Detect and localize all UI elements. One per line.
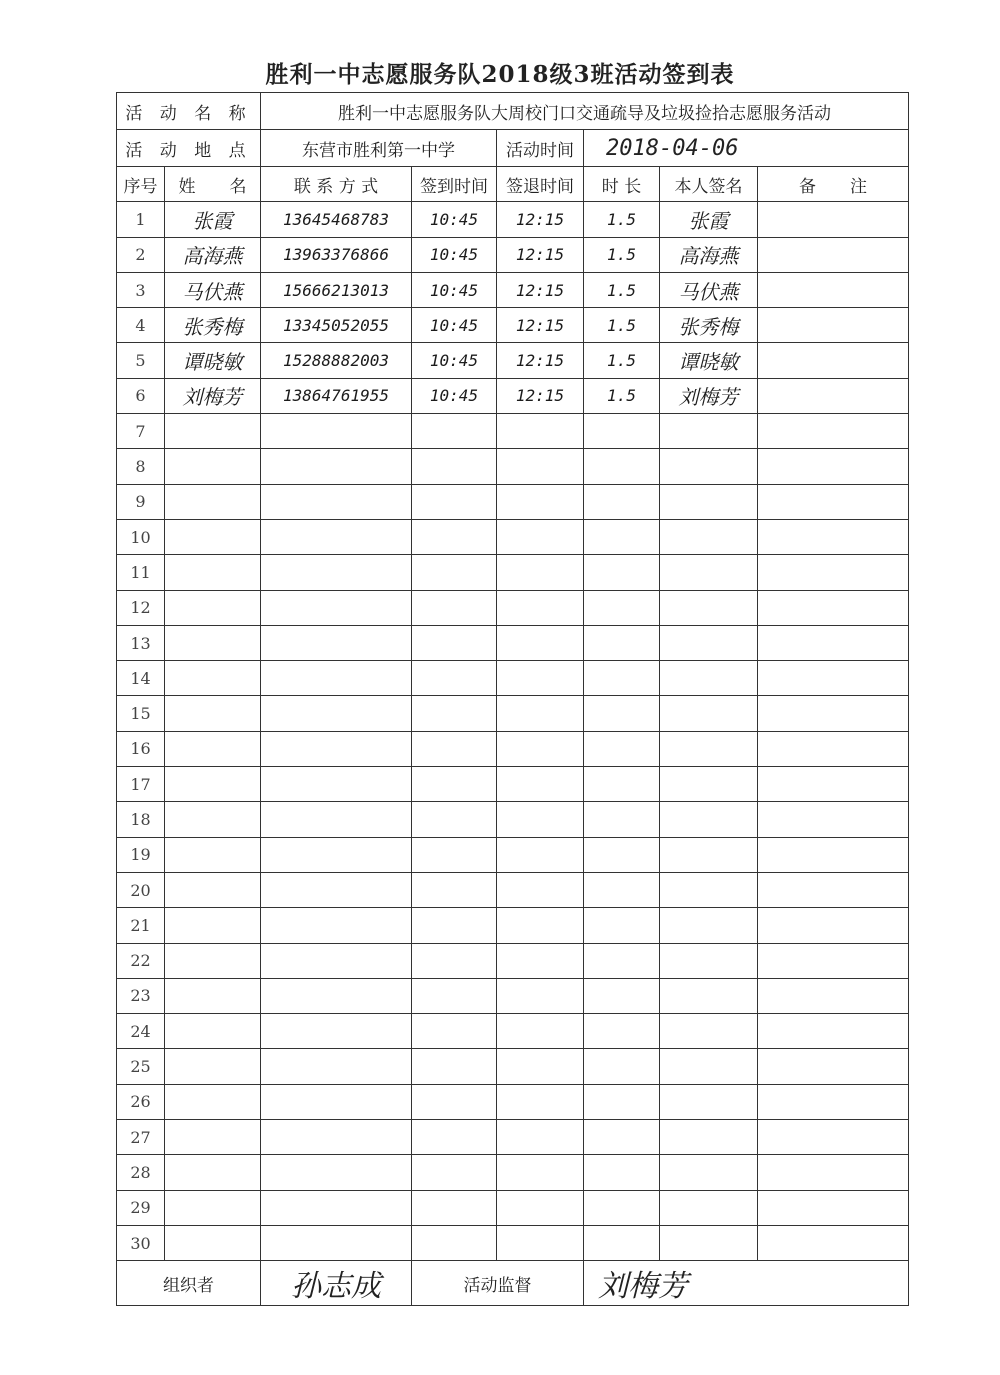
duration-cell bbox=[584, 414, 660, 449]
checkout-cell bbox=[497, 908, 584, 943]
duration-cell bbox=[584, 978, 660, 1013]
table-row bbox=[117, 484, 909, 519]
name-cell bbox=[165, 484, 261, 519]
duration-cell bbox=[584, 1120, 660, 1155]
seq-cell: 29 bbox=[117, 1190, 165, 1225]
activity-time-label: 活动时间 bbox=[497, 130, 584, 167]
col-name-header: 姓 名 bbox=[165, 167, 261, 202]
signature-cell: 刘梅芳 bbox=[660, 378, 758, 413]
signature-cell: 高海燕 bbox=[660, 237, 758, 272]
remarks-cell bbox=[758, 978, 909, 1013]
duration-cell bbox=[584, 590, 660, 625]
checkin-cell bbox=[412, 590, 497, 625]
remarks-cell bbox=[758, 802, 909, 837]
duration-cell: 1.5 bbox=[584, 272, 660, 307]
checkin-cell bbox=[412, 519, 497, 554]
remarks-cell bbox=[758, 625, 909, 660]
checkin-cell: 10:45 bbox=[412, 272, 497, 307]
checkout-cell bbox=[497, 519, 584, 554]
table-row bbox=[117, 555, 909, 590]
seq-cell: 7 bbox=[117, 414, 165, 449]
remarks-cell bbox=[758, 1155, 909, 1190]
remarks-cell bbox=[758, 343, 909, 378]
signature-cell: 谭晓敏 bbox=[660, 343, 758, 378]
seq-cell: 15 bbox=[117, 696, 165, 731]
duration-cell: 1.5 bbox=[584, 378, 660, 413]
signature-cell bbox=[660, 872, 758, 907]
seq-cell: 24 bbox=[117, 1014, 165, 1049]
phone-cell bbox=[261, 908, 412, 943]
phone-cell bbox=[261, 1190, 412, 1225]
name-cell bbox=[165, 1014, 261, 1049]
phone-cell bbox=[261, 414, 412, 449]
column-header-row bbox=[117, 167, 909, 202]
activity-location-row bbox=[117, 130, 909, 167]
seq-cell: 23 bbox=[117, 978, 165, 1013]
remarks-cell bbox=[758, 872, 909, 907]
checkout-cell bbox=[497, 731, 584, 766]
checkin-cell bbox=[412, 625, 497, 660]
name-cell bbox=[165, 519, 261, 554]
duration-cell bbox=[584, 661, 660, 696]
remarks-cell bbox=[758, 696, 909, 731]
duration-cell: 1.5 bbox=[584, 343, 660, 378]
phone-cell bbox=[261, 943, 412, 978]
checkin-cell bbox=[412, 978, 497, 1013]
remarks-cell bbox=[758, 237, 909, 272]
table-row bbox=[117, 978, 909, 1013]
table-row bbox=[117, 1225, 909, 1260]
duration-cell bbox=[584, 767, 660, 802]
name-cell bbox=[165, 1049, 261, 1084]
activity-location-value: 东营市胜利第一中学 bbox=[261, 130, 497, 167]
phone-cell bbox=[261, 1120, 412, 1155]
table-row bbox=[117, 449, 909, 484]
phone-cell bbox=[261, 449, 412, 484]
duration-cell: 1.5 bbox=[584, 202, 660, 237]
name-cell: 马伏燕 bbox=[165, 272, 261, 307]
phone-cell: 13345052055 bbox=[261, 308, 412, 343]
remarks-cell bbox=[758, 519, 909, 554]
remarks-cell bbox=[758, 1120, 909, 1155]
signature-cell bbox=[660, 1084, 758, 1119]
checkin-cell bbox=[412, 449, 497, 484]
table-row bbox=[117, 696, 909, 731]
seq-cell: 26 bbox=[117, 1084, 165, 1119]
checkin-cell bbox=[412, 872, 497, 907]
seq-cell: 28 bbox=[117, 1155, 165, 1190]
name-cell bbox=[165, 449, 261, 484]
col-seq-header: 序号 bbox=[117, 167, 165, 202]
signature-cell: 张秀梅 bbox=[660, 308, 758, 343]
checkin-cell: 10:45 bbox=[412, 202, 497, 237]
checkin-cell bbox=[412, 555, 497, 590]
phone-cell bbox=[261, 978, 412, 1013]
checkout-cell bbox=[497, 625, 584, 660]
duration-cell bbox=[584, 1190, 660, 1225]
supervisor-label: 活动监督 bbox=[412, 1261, 584, 1306]
table-row bbox=[117, 202, 909, 237]
duration-cell bbox=[584, 519, 660, 554]
checkin-cell: 10:45 bbox=[412, 378, 497, 413]
seq-cell: 11 bbox=[117, 555, 165, 590]
phone-cell: 13645468783 bbox=[261, 202, 412, 237]
seq-cell: 16 bbox=[117, 731, 165, 766]
phone-cell: 15288882003 bbox=[261, 343, 412, 378]
seq-cell: 9 bbox=[117, 484, 165, 519]
phone-cell bbox=[261, 555, 412, 590]
name-cell: 张霞 bbox=[165, 202, 261, 237]
remarks-cell bbox=[758, 1225, 909, 1260]
signature-cell bbox=[660, 1190, 758, 1225]
signature-cell: 张霞 bbox=[660, 202, 758, 237]
name-cell bbox=[165, 837, 261, 872]
phone-cell bbox=[261, 696, 412, 731]
remarks-cell bbox=[758, 308, 909, 343]
activity-name-label: 活 动 名 称 bbox=[117, 93, 261, 130]
duration-cell bbox=[584, 625, 660, 660]
remarks-cell bbox=[758, 272, 909, 307]
name-cell bbox=[165, 1225, 261, 1260]
name-cell bbox=[165, 731, 261, 766]
signature-cell bbox=[660, 731, 758, 766]
name-cell bbox=[165, 414, 261, 449]
organizer-signature: 孙志成 bbox=[261, 1261, 412, 1306]
checkin-cell: 10:45 bbox=[412, 343, 497, 378]
phone-cell bbox=[261, 1155, 412, 1190]
duration-cell bbox=[584, 837, 660, 872]
name-cell bbox=[165, 1120, 261, 1155]
name-cell bbox=[165, 1155, 261, 1190]
table-row bbox=[117, 625, 909, 660]
phone-cell bbox=[261, 837, 412, 872]
checkout-cell bbox=[497, 837, 584, 872]
phone-cell bbox=[261, 767, 412, 802]
checkin-cell bbox=[412, 1155, 497, 1190]
checkout-cell bbox=[497, 802, 584, 837]
signature-cell bbox=[660, 449, 758, 484]
checkin-cell bbox=[412, 731, 497, 766]
checkout-cell bbox=[497, 872, 584, 907]
organizer-label: 组织者 bbox=[117, 1261, 261, 1306]
checkout-cell bbox=[497, 943, 584, 978]
col-signature-header: 本人签名 bbox=[660, 167, 758, 202]
table-row bbox=[117, 590, 909, 625]
seq-cell: 13 bbox=[117, 625, 165, 660]
duration-cell bbox=[584, 1155, 660, 1190]
checkout-cell: 12:15 bbox=[497, 343, 584, 378]
seq-cell: 17 bbox=[117, 767, 165, 802]
duration-cell bbox=[584, 943, 660, 978]
seq-cell: 19 bbox=[117, 837, 165, 872]
seq-cell: 21 bbox=[117, 908, 165, 943]
table-row bbox=[117, 1084, 909, 1119]
seq-cell: 20 bbox=[117, 872, 165, 907]
remarks-cell bbox=[758, 661, 909, 696]
seq-cell: 4 bbox=[117, 308, 165, 343]
phone-cell bbox=[261, 802, 412, 837]
seq-cell: 6 bbox=[117, 378, 165, 413]
remarks-cell bbox=[758, 1014, 909, 1049]
seq-cell: 27 bbox=[117, 1120, 165, 1155]
col-phone-header: 联 系 方 式 bbox=[261, 167, 412, 202]
seq-cell: 18 bbox=[117, 802, 165, 837]
phone-cell: 13864761955 bbox=[261, 378, 412, 413]
remarks-cell bbox=[758, 378, 909, 413]
signature-cell bbox=[660, 908, 758, 943]
col-checkin-header: 签到时间 bbox=[412, 167, 497, 202]
phone-cell bbox=[261, 590, 412, 625]
signature-cell bbox=[660, 1014, 758, 1049]
col-remarks-header: 备 注 bbox=[758, 167, 909, 202]
table-row bbox=[117, 661, 909, 696]
checkin-cell bbox=[412, 414, 497, 449]
duration-cell bbox=[584, 1225, 660, 1260]
table-row bbox=[117, 767, 909, 802]
seq-cell: 30 bbox=[117, 1225, 165, 1260]
signature-cell bbox=[660, 625, 758, 660]
phone-cell bbox=[261, 1084, 412, 1119]
signature-cell bbox=[660, 1120, 758, 1155]
seq-cell: 3 bbox=[117, 272, 165, 307]
phone-cell bbox=[261, 872, 412, 907]
checkin-cell: 10:45 bbox=[412, 308, 497, 343]
checkin-cell bbox=[412, 1049, 497, 1084]
signature-cell bbox=[660, 484, 758, 519]
duration-cell bbox=[584, 802, 660, 837]
activity-name-row bbox=[117, 93, 909, 130]
table-row bbox=[117, 519, 909, 554]
phone-cell bbox=[261, 519, 412, 554]
checkout-cell bbox=[497, 590, 584, 625]
duration-cell bbox=[584, 1014, 660, 1049]
signature-cell bbox=[660, 802, 758, 837]
checkout-cell bbox=[497, 1225, 584, 1260]
table-row bbox=[117, 802, 909, 837]
remarks-cell bbox=[758, 731, 909, 766]
checkout-cell: 12:15 bbox=[497, 237, 584, 272]
checkout-cell bbox=[497, 1084, 584, 1119]
seq-cell: 5 bbox=[117, 343, 165, 378]
remarks-cell bbox=[758, 449, 909, 484]
seq-cell: 22 bbox=[117, 943, 165, 978]
supervisor-signature: 刘梅芳 bbox=[584, 1261, 909, 1306]
signature-cell bbox=[660, 1049, 758, 1084]
table-row bbox=[117, 378, 909, 413]
signature-cell: 马伏燕 bbox=[660, 272, 758, 307]
checkout-cell: 12:15 bbox=[497, 308, 584, 343]
table-row bbox=[117, 1049, 909, 1084]
checkout-cell bbox=[497, 1155, 584, 1190]
activity-name-value: 胜利一中志愿服务队大周校门口交通疏导及垃圾捡拾志愿服务活动 bbox=[261, 93, 909, 130]
name-cell bbox=[165, 908, 261, 943]
checkin-cell bbox=[412, 1225, 497, 1260]
remarks-cell bbox=[758, 590, 909, 625]
name-cell bbox=[165, 625, 261, 660]
name-cell bbox=[165, 590, 261, 625]
duration-cell bbox=[584, 1084, 660, 1119]
checkout-cell bbox=[497, 414, 584, 449]
checkout-cell bbox=[497, 767, 584, 802]
phone-cell: 13963376866 bbox=[261, 237, 412, 272]
remarks-cell bbox=[758, 943, 909, 978]
remarks-cell bbox=[758, 1084, 909, 1119]
signature-cell bbox=[660, 555, 758, 590]
checkout-cell bbox=[497, 978, 584, 1013]
remarks-cell bbox=[758, 484, 909, 519]
remarks-cell bbox=[758, 908, 909, 943]
duration-cell bbox=[584, 449, 660, 484]
signature-cell bbox=[660, 414, 758, 449]
duration-cell bbox=[584, 872, 660, 907]
remarks-cell bbox=[758, 202, 909, 237]
name-cell bbox=[165, 661, 261, 696]
checkout-cell bbox=[497, 1014, 584, 1049]
duration-cell: 1.5 bbox=[584, 308, 660, 343]
sign-in-table bbox=[116, 92, 909, 1306]
name-cell: 高海燕 bbox=[165, 237, 261, 272]
phone-cell bbox=[261, 1014, 412, 1049]
table-row bbox=[117, 1155, 909, 1190]
remarks-cell bbox=[758, 837, 909, 872]
signature-cell bbox=[660, 767, 758, 802]
seq-cell: 12 bbox=[117, 590, 165, 625]
signature-cell bbox=[660, 978, 758, 1013]
name-cell bbox=[165, 696, 261, 731]
signature-cell bbox=[660, 661, 758, 696]
table-row bbox=[117, 1120, 909, 1155]
remarks-cell bbox=[758, 767, 909, 802]
checkin-cell bbox=[412, 1084, 497, 1119]
table-row bbox=[117, 1190, 909, 1225]
checkin-cell bbox=[412, 661, 497, 696]
checkin-cell bbox=[412, 484, 497, 519]
seq-cell: 10 bbox=[117, 519, 165, 554]
col-checkout-header: 签退时间 bbox=[497, 167, 584, 202]
checkout-cell: 12:15 bbox=[497, 202, 584, 237]
table-row bbox=[117, 837, 909, 872]
duration-cell bbox=[584, 1049, 660, 1084]
checkin-cell bbox=[412, 802, 497, 837]
checkin-cell bbox=[412, 1120, 497, 1155]
table-row bbox=[117, 731, 909, 766]
checkout-cell: 12:15 bbox=[497, 272, 584, 307]
signature-cell bbox=[660, 519, 758, 554]
col-duration-header: 时 长 bbox=[584, 167, 660, 202]
checkin-cell: 10:45 bbox=[412, 237, 497, 272]
remarks-cell bbox=[758, 414, 909, 449]
checkout-cell bbox=[497, 1190, 584, 1225]
name-cell bbox=[165, 872, 261, 907]
checkin-cell bbox=[412, 1190, 497, 1225]
activity-location-label: 活 动 地 点 bbox=[117, 130, 261, 167]
name-cell bbox=[165, 802, 261, 837]
checkin-cell bbox=[412, 696, 497, 731]
duration-cell bbox=[584, 555, 660, 590]
activity-time-value: 2018-04-06 bbox=[584, 130, 909, 167]
table-row bbox=[117, 872, 909, 907]
name-cell bbox=[165, 978, 261, 1013]
signature-cell bbox=[660, 696, 758, 731]
table-row bbox=[117, 237, 909, 272]
checkin-cell bbox=[412, 908, 497, 943]
checkin-cell bbox=[412, 943, 497, 978]
table-row bbox=[117, 908, 909, 943]
table-row bbox=[117, 943, 909, 978]
remarks-cell bbox=[758, 1049, 909, 1084]
phone-cell bbox=[261, 731, 412, 766]
checkin-cell bbox=[412, 767, 497, 802]
name-cell bbox=[165, 1190, 261, 1225]
table-row bbox=[117, 272, 909, 307]
duration-cell bbox=[584, 908, 660, 943]
checkout-cell bbox=[497, 661, 584, 696]
checkout-cell: 12:15 bbox=[497, 378, 584, 413]
checkout-cell bbox=[497, 1120, 584, 1155]
seq-cell: 1 bbox=[117, 202, 165, 237]
checkout-cell bbox=[497, 696, 584, 731]
name-cell: 张秀梅 bbox=[165, 308, 261, 343]
signature-cell bbox=[660, 1225, 758, 1260]
table-row bbox=[117, 343, 909, 378]
duration-cell: 1.5 bbox=[584, 237, 660, 272]
seq-cell: 8 bbox=[117, 449, 165, 484]
checkout-cell bbox=[497, 1049, 584, 1084]
name-cell: 谭晓敏 bbox=[165, 343, 261, 378]
phone-cell: 15666213013 bbox=[261, 272, 412, 307]
checkin-cell bbox=[412, 1014, 497, 1049]
footer-row bbox=[117, 1261, 909, 1306]
signature-cell bbox=[660, 837, 758, 872]
name-cell bbox=[165, 943, 261, 978]
table-row bbox=[117, 308, 909, 343]
signature-cell bbox=[660, 590, 758, 625]
checkin-cell bbox=[412, 837, 497, 872]
phone-cell bbox=[261, 484, 412, 519]
table-row bbox=[117, 414, 909, 449]
duration-cell bbox=[584, 731, 660, 766]
checkout-cell bbox=[497, 555, 584, 590]
remarks-cell bbox=[758, 555, 909, 590]
phone-cell bbox=[261, 625, 412, 660]
seq-cell: 2 bbox=[117, 237, 165, 272]
table-row bbox=[117, 1014, 909, 1049]
phone-cell bbox=[261, 661, 412, 696]
remarks-cell bbox=[758, 1190, 909, 1225]
duration-cell bbox=[584, 484, 660, 519]
phone-cell bbox=[261, 1049, 412, 1084]
name-cell bbox=[165, 555, 261, 590]
signature-cell bbox=[660, 943, 758, 978]
name-cell bbox=[165, 1084, 261, 1119]
duration-cell bbox=[584, 696, 660, 731]
page-title: 胜利一中志愿服务队2018级3班活动签到表 bbox=[265, 61, 735, 88]
signature-cell bbox=[660, 1155, 758, 1190]
seq-cell: 14 bbox=[117, 661, 165, 696]
checkout-cell bbox=[497, 484, 584, 519]
checkout-cell bbox=[497, 449, 584, 484]
name-cell: 刘梅芳 bbox=[165, 378, 261, 413]
phone-cell bbox=[261, 1225, 412, 1260]
name-cell bbox=[165, 767, 261, 802]
seq-cell: 25 bbox=[117, 1049, 165, 1084]
